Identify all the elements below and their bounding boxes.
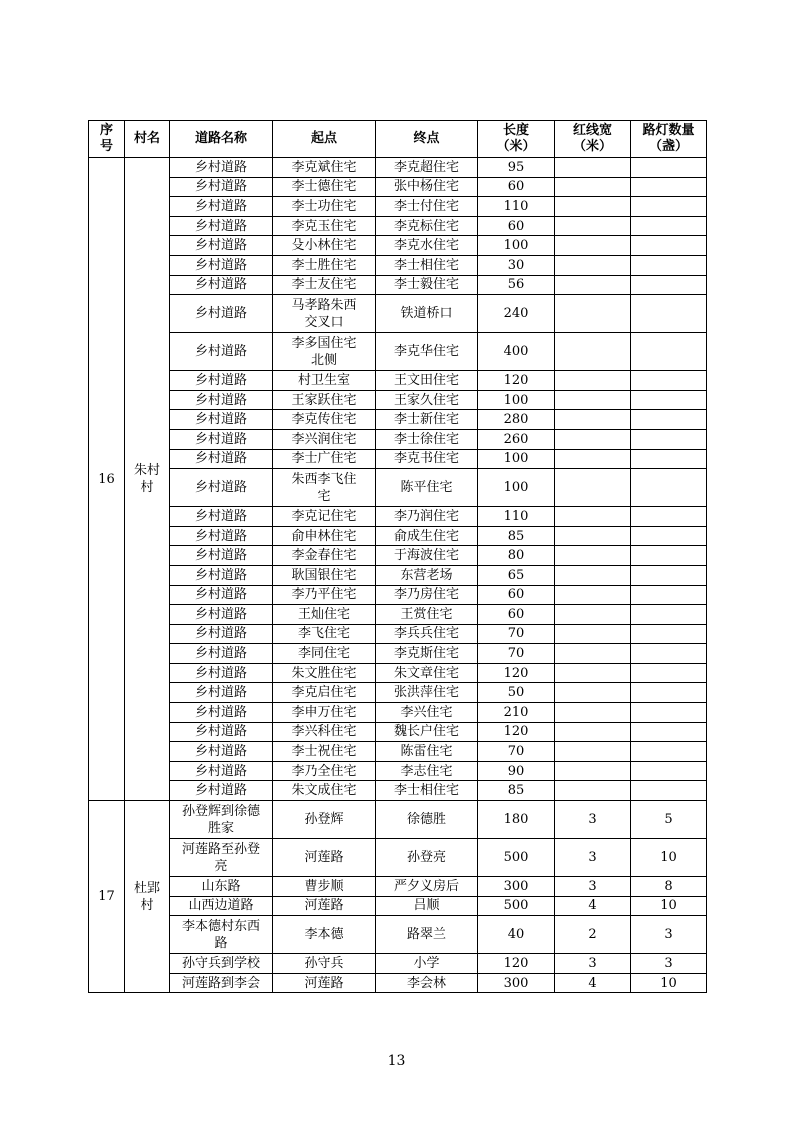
cell-start-point: 李同住宅 (273, 644, 376, 664)
cell-length: 40 (478, 916, 555, 954)
cell-red-line-width (555, 429, 631, 449)
cell-start-point: 村卫生室 (273, 371, 376, 391)
header-red-line-width: 红线宽 （米） (555, 121, 631, 158)
page-number: 13 (387, 1053, 406, 1069)
cell-road-name: 乡村道路 (170, 624, 273, 644)
cell-length: 300 (478, 973, 555, 993)
cell-road-name: 乡村道路 (170, 295, 273, 333)
cell-end-point: 李士相住宅 (376, 255, 478, 275)
cell-end-point: 李克超住宅 (376, 158, 478, 178)
table-row (89, 683, 707, 703)
cell-start-point: 李乃平住宅 (273, 585, 376, 605)
cell-length: 280 (478, 410, 555, 430)
cell-road-name: 乡村道路 (170, 216, 273, 236)
table-row (89, 236, 707, 256)
cell-red-line-width (555, 585, 631, 605)
cell-length: 110 (478, 197, 555, 217)
cell-start-point: 孙登辉 (273, 801, 376, 839)
cell-length: 50 (478, 683, 555, 703)
cell-red-line-width: 4 (555, 973, 631, 993)
cell-start-point: 李兴润住宅 (273, 429, 376, 449)
cell-start-point: 李士功住宅 (273, 197, 376, 217)
cell-red-line-width (555, 546, 631, 566)
cell-length: 60 (478, 216, 555, 236)
header-start: 起点 (273, 121, 376, 158)
cell-length: 56 (478, 275, 555, 295)
cell-red-line-width (555, 565, 631, 585)
cell-lamp-count (631, 546, 707, 566)
table-row (89, 605, 707, 625)
cell-road-name: 乡村道路 (170, 410, 273, 430)
cell-lamp-count (631, 585, 707, 605)
cell-red-line-width: 3 (555, 801, 631, 839)
cell-length: 110 (478, 507, 555, 527)
cell-start-point: 李多国住宅 北侧 (273, 333, 376, 371)
cell-start-point: 李飞住宅 (273, 624, 376, 644)
cell-length: 100 (478, 449, 555, 469)
table-row (89, 197, 707, 217)
cell-red-line-width (555, 781, 631, 801)
cell-lamp-count (631, 410, 707, 430)
cell-end-point: 李克书住宅 (376, 449, 478, 469)
cell-road-name: 乡村道路 (170, 236, 273, 256)
cell-end-point: 张中杨住宅 (376, 177, 478, 197)
table-row (89, 644, 707, 664)
table-row (89, 526, 707, 546)
cell-end-point: 于海波住宅 (376, 546, 478, 566)
cell-red-line-width (555, 683, 631, 703)
table-row (89, 703, 707, 723)
cell-red-line-width (555, 275, 631, 295)
cell-length: 120 (478, 722, 555, 742)
cell-length: 260 (478, 429, 555, 449)
cell-road-name: 乡村道路 (170, 429, 273, 449)
cell-end-point: 李克标住宅 (376, 216, 478, 236)
cell-road-name: 乡村道路 (170, 526, 273, 546)
header-no: 序 号 (89, 121, 125, 158)
cell-start-point: 朱文胜住宅 (273, 663, 376, 683)
cell-end-point: 孙登亮 (376, 839, 478, 877)
cell-length: 70 (478, 742, 555, 762)
cell-red-line-width (555, 255, 631, 275)
cell-road-name: 乡村道路 (170, 390, 273, 410)
cell-start-point: 李克启住宅 (273, 683, 376, 703)
cell-red-line-width (555, 605, 631, 625)
cell-lamp-count (631, 722, 707, 742)
cell-start-point: 李士祝住宅 (273, 742, 376, 762)
cell-end-point: 李士相住宅 (376, 781, 478, 801)
cell-lamp-count: 10 (631, 973, 707, 993)
cell-road-name: 乡村道路 (170, 469, 273, 507)
table-row (89, 177, 707, 197)
table-row (89, 469, 707, 507)
cell-red-line-width (555, 624, 631, 644)
cell-lamp-count (631, 390, 707, 410)
cell-length: 300 (478, 877, 555, 897)
cell-start-point: 孙守兵 (273, 954, 376, 974)
cell-end-point: 路翠兰 (376, 916, 478, 954)
cell-end-point: 王赏住宅 (376, 605, 478, 625)
cell-lamp-count (631, 703, 707, 723)
cell-length: 500 (478, 896, 555, 916)
cell-red-line-width (555, 526, 631, 546)
table-row (89, 722, 707, 742)
cell-red-line-width: 3 (555, 839, 631, 877)
cell-end-point: 东营老场 (376, 565, 478, 585)
cell-road-name: 乡村道路 (170, 275, 273, 295)
cell-red-line-width (555, 390, 631, 410)
group-number: 17 (89, 801, 125, 993)
cell-start-point: 李乃全住宅 (273, 761, 376, 781)
cell-road-name: 乡村道路 (170, 507, 273, 527)
cell-lamp-count: 8 (631, 877, 707, 897)
cell-red-line-width (555, 177, 631, 197)
cell-end-point: 王文田住宅 (376, 371, 478, 391)
cell-lamp-count (631, 371, 707, 391)
cell-start-point: 李士友住宅 (273, 275, 376, 295)
cell-start-point: 河莲路 (273, 839, 376, 877)
cell-length: 210 (478, 703, 555, 723)
cell-end-point: 陈雷住宅 (376, 742, 478, 762)
cell-red-line-width (555, 236, 631, 256)
cell-road-name: 乡村道路 (170, 742, 273, 762)
cell-start-point: 李克传住宅 (273, 410, 376, 430)
cell-end-point: 陈平住宅 (376, 469, 478, 507)
table-row (89, 275, 707, 295)
road-lighting-table (88, 120, 707, 993)
village-name: 朱村 村 (125, 158, 170, 801)
cell-length: 95 (478, 158, 555, 178)
cell-end-point: 李士徐住宅 (376, 429, 478, 449)
cell-length: 60 (478, 605, 555, 625)
cell-end-point: 李乃润住宅 (376, 507, 478, 527)
cell-lamp-count (631, 449, 707, 469)
cell-end-point: 李克水住宅 (376, 236, 478, 256)
cell-length: 85 (478, 781, 555, 801)
cell-end-point: 李兵兵住宅 (376, 624, 478, 644)
cell-lamp-count (631, 216, 707, 236)
table-row (89, 973, 707, 993)
cell-lamp-count (631, 469, 707, 507)
table-row (89, 781, 707, 801)
table-row (89, 839, 707, 877)
cell-lamp-count (631, 605, 707, 625)
cell-lamp-count (631, 177, 707, 197)
cell-length: 60 (478, 585, 555, 605)
cell-road-name: 乡村道路 (170, 177, 273, 197)
cell-end-point: 徐德胜 (376, 801, 478, 839)
table-row (89, 761, 707, 781)
cell-end-point: 李乃房住宅 (376, 585, 478, 605)
cell-start-point: 朱西李飞住 宅 (273, 469, 376, 507)
cell-road-name: 李本德村东西 路 (170, 916, 273, 954)
table-row (89, 507, 707, 527)
cell-end-point: 严夕义房后 (376, 877, 478, 897)
header-village: 村名 (125, 121, 170, 158)
cell-road-name: 孙登辉到徐德 胜家 (170, 801, 273, 839)
table-row (89, 585, 707, 605)
cell-lamp-count (631, 507, 707, 527)
cell-start-point: 李克记住宅 (273, 507, 376, 527)
cell-road-name: 乡村道路 (170, 371, 273, 391)
cell-lamp-count (631, 429, 707, 449)
cell-road-name: 乡村道路 (170, 722, 273, 742)
cell-red-line-width: 3 (555, 954, 631, 974)
table-row (89, 954, 707, 974)
cell-lamp-count (631, 663, 707, 683)
cell-lamp-count (631, 683, 707, 703)
cell-red-line-width (555, 703, 631, 723)
cell-length: 100 (478, 390, 555, 410)
cell-red-line-width (555, 158, 631, 178)
table-row (89, 546, 707, 566)
cell-end-point: 李士新住宅 (376, 410, 478, 430)
cell-lamp-count: 5 (631, 801, 707, 839)
cell-start-point: 俞申林住宅 (273, 526, 376, 546)
table-row (89, 390, 707, 410)
cell-start-point: 李士广住宅 (273, 449, 376, 469)
table-row (89, 371, 707, 391)
cell-length: 400 (478, 333, 555, 371)
cell-length: 120 (478, 371, 555, 391)
cell-road-name: 乡村道路 (170, 255, 273, 275)
cell-lamp-count (631, 275, 707, 295)
cell-end-point: 俞成生住宅 (376, 526, 478, 546)
cell-length: 180 (478, 801, 555, 839)
cell-length: 500 (478, 839, 555, 877)
cell-length: 240 (478, 295, 555, 333)
cell-end-point: 李会林 (376, 973, 478, 993)
cell-red-line-width (555, 197, 631, 217)
cell-end-point: 王家久住宅 (376, 390, 478, 410)
cell-road-name: 乡村道路 (170, 781, 273, 801)
cell-road-name: 乡村道路 (170, 585, 273, 605)
group-number: 16 (89, 158, 125, 801)
header-road-name: 道路名称 (170, 121, 273, 158)
cell-red-line-width (555, 295, 631, 333)
table-row (89, 429, 707, 449)
cell-length: 60 (478, 177, 555, 197)
cell-start-point: 河莲路 (273, 896, 376, 916)
cell-start-point: 王家跃住宅 (273, 390, 376, 410)
cell-lamp-count (631, 781, 707, 801)
cell-end-point: 铁道桥口 (376, 295, 478, 333)
cell-lamp-count (631, 158, 707, 178)
table-row (89, 295, 707, 333)
cell-lamp-count: 10 (631, 896, 707, 916)
cell-start-point: 朱文成住宅 (273, 781, 376, 801)
cell-red-line-width (555, 761, 631, 781)
cell-length: 90 (478, 761, 555, 781)
cell-start-point: 李士德住宅 (273, 177, 376, 197)
cell-end-point: 李克华住宅 (376, 333, 478, 371)
table-row (89, 624, 707, 644)
cell-start-point: 李兴科住宅 (273, 722, 376, 742)
cell-length: 120 (478, 663, 555, 683)
table-row (89, 742, 707, 762)
cell-start-point: 李申万住宅 (273, 703, 376, 723)
cell-length: 85 (478, 526, 555, 546)
cell-end-point: 李兴住宅 (376, 703, 478, 723)
cell-red-line-width (555, 663, 631, 683)
cell-start-point: 耿国银住宅 (273, 565, 376, 585)
header-lamp-count: 路灯数量 （盏） (631, 121, 707, 158)
cell-start-point: 曹步顺 (273, 877, 376, 897)
cell-road-name: 孙守兵到学校 (170, 954, 273, 974)
cell-lamp-count (631, 197, 707, 217)
table-row (89, 410, 707, 430)
cell-red-line-width (555, 410, 631, 430)
cell-length: 100 (478, 236, 555, 256)
cell-start-point: 马孝路朱西 交叉口 (273, 295, 376, 333)
cell-end-point: 李克斯住宅 (376, 644, 478, 664)
cell-length: 80 (478, 546, 555, 566)
cell-road-name: 乡村道路 (170, 565, 273, 585)
cell-end-point: 李士付住宅 (376, 197, 478, 217)
cell-end-point: 张洪萍住宅 (376, 683, 478, 703)
cell-length: 70 (478, 624, 555, 644)
cell-lamp-count (631, 236, 707, 256)
cell-road-name: 河莲路至孙登 亮 (170, 839, 273, 877)
table-row (89, 565, 707, 585)
header-end: 终点 (376, 121, 478, 158)
cell-lamp-count (631, 526, 707, 546)
cell-red-line-width (555, 742, 631, 762)
cell-red-line-width: 3 (555, 877, 631, 897)
cell-red-line-width (555, 644, 631, 664)
header-length: 长度 （米） (478, 121, 555, 158)
table-row (89, 216, 707, 236)
cell-red-line-width (555, 469, 631, 507)
cell-length: 100 (478, 469, 555, 507)
header-row (89, 121, 707, 158)
cell-road-name: 乡村道路 (170, 546, 273, 566)
cell-lamp-count (631, 624, 707, 644)
cell-road-name: 乡村道路 (170, 761, 273, 781)
cell-lamp-count: 3 (631, 954, 707, 974)
cell-road-name: 山东路 (170, 877, 273, 897)
village-name: 杜郢 村 (125, 801, 170, 993)
cell-lamp-count (631, 255, 707, 275)
table-row (89, 333, 707, 371)
cell-road-name: 乡村道路 (170, 663, 273, 683)
cell-length: 30 (478, 255, 555, 275)
cell-lamp-count (631, 333, 707, 371)
cell-road-name: 乡村道路 (170, 449, 273, 469)
cell-lamp-count (631, 644, 707, 664)
cell-end-point: 魏长户住宅 (376, 722, 478, 742)
cell-start-point: 李金春住宅 (273, 546, 376, 566)
cell-road-name: 乡村道路 (170, 197, 273, 217)
cell-lamp-count: 3 (631, 916, 707, 954)
cell-road-name: 乡村道路 (170, 644, 273, 664)
cell-red-line-width (555, 371, 631, 391)
cell-road-name: 乡村道路 (170, 333, 273, 371)
cell-start-point: 李本德 (273, 916, 376, 954)
cell-lamp-count: 10 (631, 839, 707, 877)
cell-road-name: 乡村道路 (170, 158, 273, 178)
cell-end-point: 吕顺 (376, 896, 478, 916)
cell-start-point: 殳小林住宅 (273, 236, 376, 256)
cell-end-point: 朱文章住宅 (376, 663, 478, 683)
cell-red-line-width (555, 216, 631, 236)
cell-end-point: 李士毅住宅 (376, 275, 478, 295)
cell-length: 120 (478, 954, 555, 974)
table-row (89, 449, 707, 469)
cell-lamp-count (631, 565, 707, 585)
table-row (89, 255, 707, 275)
cell-start-point: 王灿住宅 (273, 605, 376, 625)
cell-end-point: 小学 (376, 954, 478, 974)
table-row (89, 158, 707, 178)
cell-road-name: 乡村道路 (170, 605, 273, 625)
cell-length: 65 (478, 565, 555, 585)
cell-start-point: 河莲路 (273, 973, 376, 993)
cell-road-name: 乡村道路 (170, 703, 273, 723)
cell-start-point: 李克斌住宅 (273, 158, 376, 178)
cell-road-name: 河莲路到李会 (170, 973, 273, 993)
table-row (89, 663, 707, 683)
cell-end-point: 李志住宅 (376, 761, 478, 781)
cell-red-line-width (555, 507, 631, 527)
cell-start-point: 李士胜住宅 (273, 255, 376, 275)
cell-red-line-width (555, 449, 631, 469)
cell-road-name: 山西边道路 (170, 896, 273, 916)
cell-red-line-width (555, 333, 631, 371)
table-row (89, 916, 707, 954)
table-row (89, 877, 707, 897)
cell-length: 70 (478, 644, 555, 664)
cell-red-line-width: 2 (555, 916, 631, 954)
cell-lamp-count (631, 295, 707, 333)
cell-lamp-count (631, 761, 707, 781)
cell-start-point: 李克玉住宅 (273, 216, 376, 236)
table-row (89, 896, 707, 916)
table-row (89, 801, 707, 839)
cell-road-name: 乡村道路 (170, 683, 273, 703)
cell-lamp-count (631, 742, 707, 762)
cell-red-line-width: 4 (555, 896, 631, 916)
cell-red-line-width (555, 722, 631, 742)
